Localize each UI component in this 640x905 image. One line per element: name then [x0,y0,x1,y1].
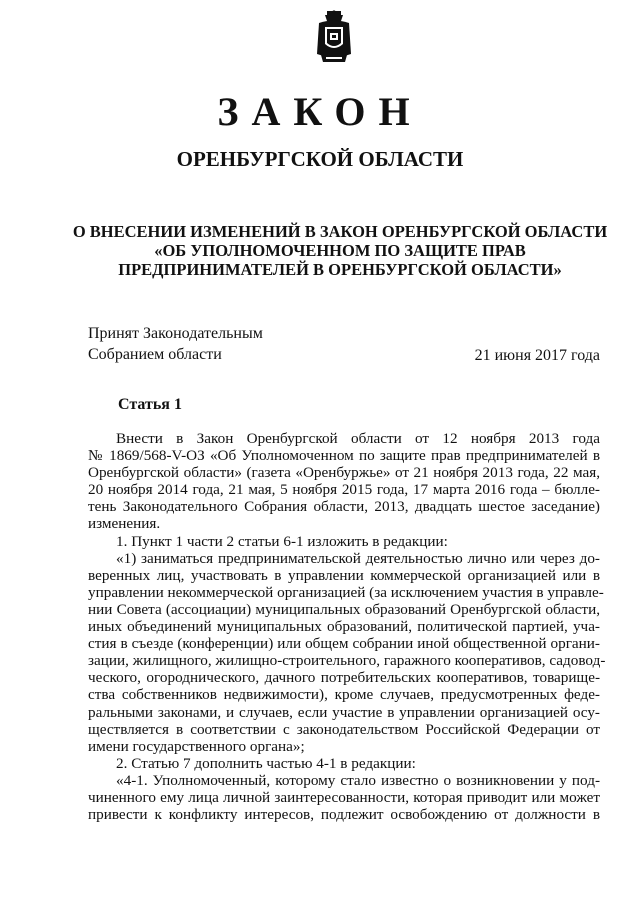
coat-of-arms-icon [313,10,355,64]
law-title-line: О ВНЕСЕНИИ ИЗМЕНЕНИЙ В ЗАКОН ОРЕНБУРГСКОЙ ОБЛАСТИ [72,222,608,241]
adoption-note [88,323,263,365]
adoption-line: Принят Законодательным [88,325,263,342]
text-line: ществляется в соответствии с законодательством Российской Федерации от [88,720,600,738]
text-line: Внести в Закон Оренбургской области от 12 ноября 2013 года [116,430,600,447]
adoption-line: Собранием области [88,346,222,363]
text-line: «1) заниматься предпринимательской деятельностью лично или через до- [116,549,600,567]
adoption-date: 21 июня 2017 года [474,347,600,364]
text-line: веренных лиц, участвовать в управлении коммерческой организацией или в [88,566,600,584]
text-line: «4-1. Уполномоченный, которому стало известно о возникновении у под- [116,771,600,789]
law-title-line: ПРЕДПРИНИМАТЕЛЕЙ В ОРЕНБУРГСКОЙ ОБЛАСТИ» [118,260,562,279]
region-heading: ОРЕНБУРГСКОЙ ОБЛАСТИ [176,147,464,171]
text-line: 20 ноября 2014 года, 21 мая, 5 ноября 2015 года, 17 марта 2016 года – бюлле- [88,481,600,499]
article-body [88,430,606,824]
text-line: привести к конфликту интересов, подлежит освобождению от должности в [88,806,600,824]
text-line: изменения. [88,515,161,533]
document-type-heading: ЗАКОН [217,89,423,134]
text-line: управлении некоммерческой организацией (за исключением участия в управле- [88,583,604,601]
text-line: Оренбургской области» (газета «Оренбуржье» от 21 ноября 2013 года, 22 мая, [88,464,600,482]
article-heading: Статья 1 [118,396,182,413]
text-line: ства собственников недвижимости), кроме случаев, предусмотренных феде- [88,686,600,704]
text-line: чиненного ему лица личной заинтересованности, которая приводит или может [88,788,600,806]
text-line: 2. Статью 7 дополнить частью 4-1 в редакции: [116,754,416,772]
text-line: иных объединений муниципальных образований, политической партией, уча- [88,618,600,636]
law-title [60,222,620,279]
text-line: зации, жилищного, жилищно-строительного, гаражного кооперативов, садовод- [88,652,606,670]
text-line: ральными законами, и случаев, если участие в управлении организацией осу- [88,703,600,721]
text-line: стия в съезде (конференции) или общем собрании иной общественной органи- [88,635,600,653]
text-line: тень Законодательного Собрания области, 2013, двадцать шестое заседание) [88,498,600,516]
text-line: № 1869/568-V-ОЗ «Об Уполномоченном по защите прав предпринимателей в [88,447,600,465]
text-line: нии Совета (ассоциации) муниципальных образований Оренбургской области, [88,600,600,618]
text-line: имени государственного органа»; [88,737,305,755]
text-line: ческого, огороднического, дачного потребительских кооперативов, товарище- [88,669,600,687]
text-line: 1. Пункт 1 части 2 статьи 6-1 изложить в редакции: [116,532,448,550]
law-title-line: «ОБ УПОЛНОМОЧЕННОМ ПО ЗАЩИТЕ ПРАВ [154,241,526,260]
